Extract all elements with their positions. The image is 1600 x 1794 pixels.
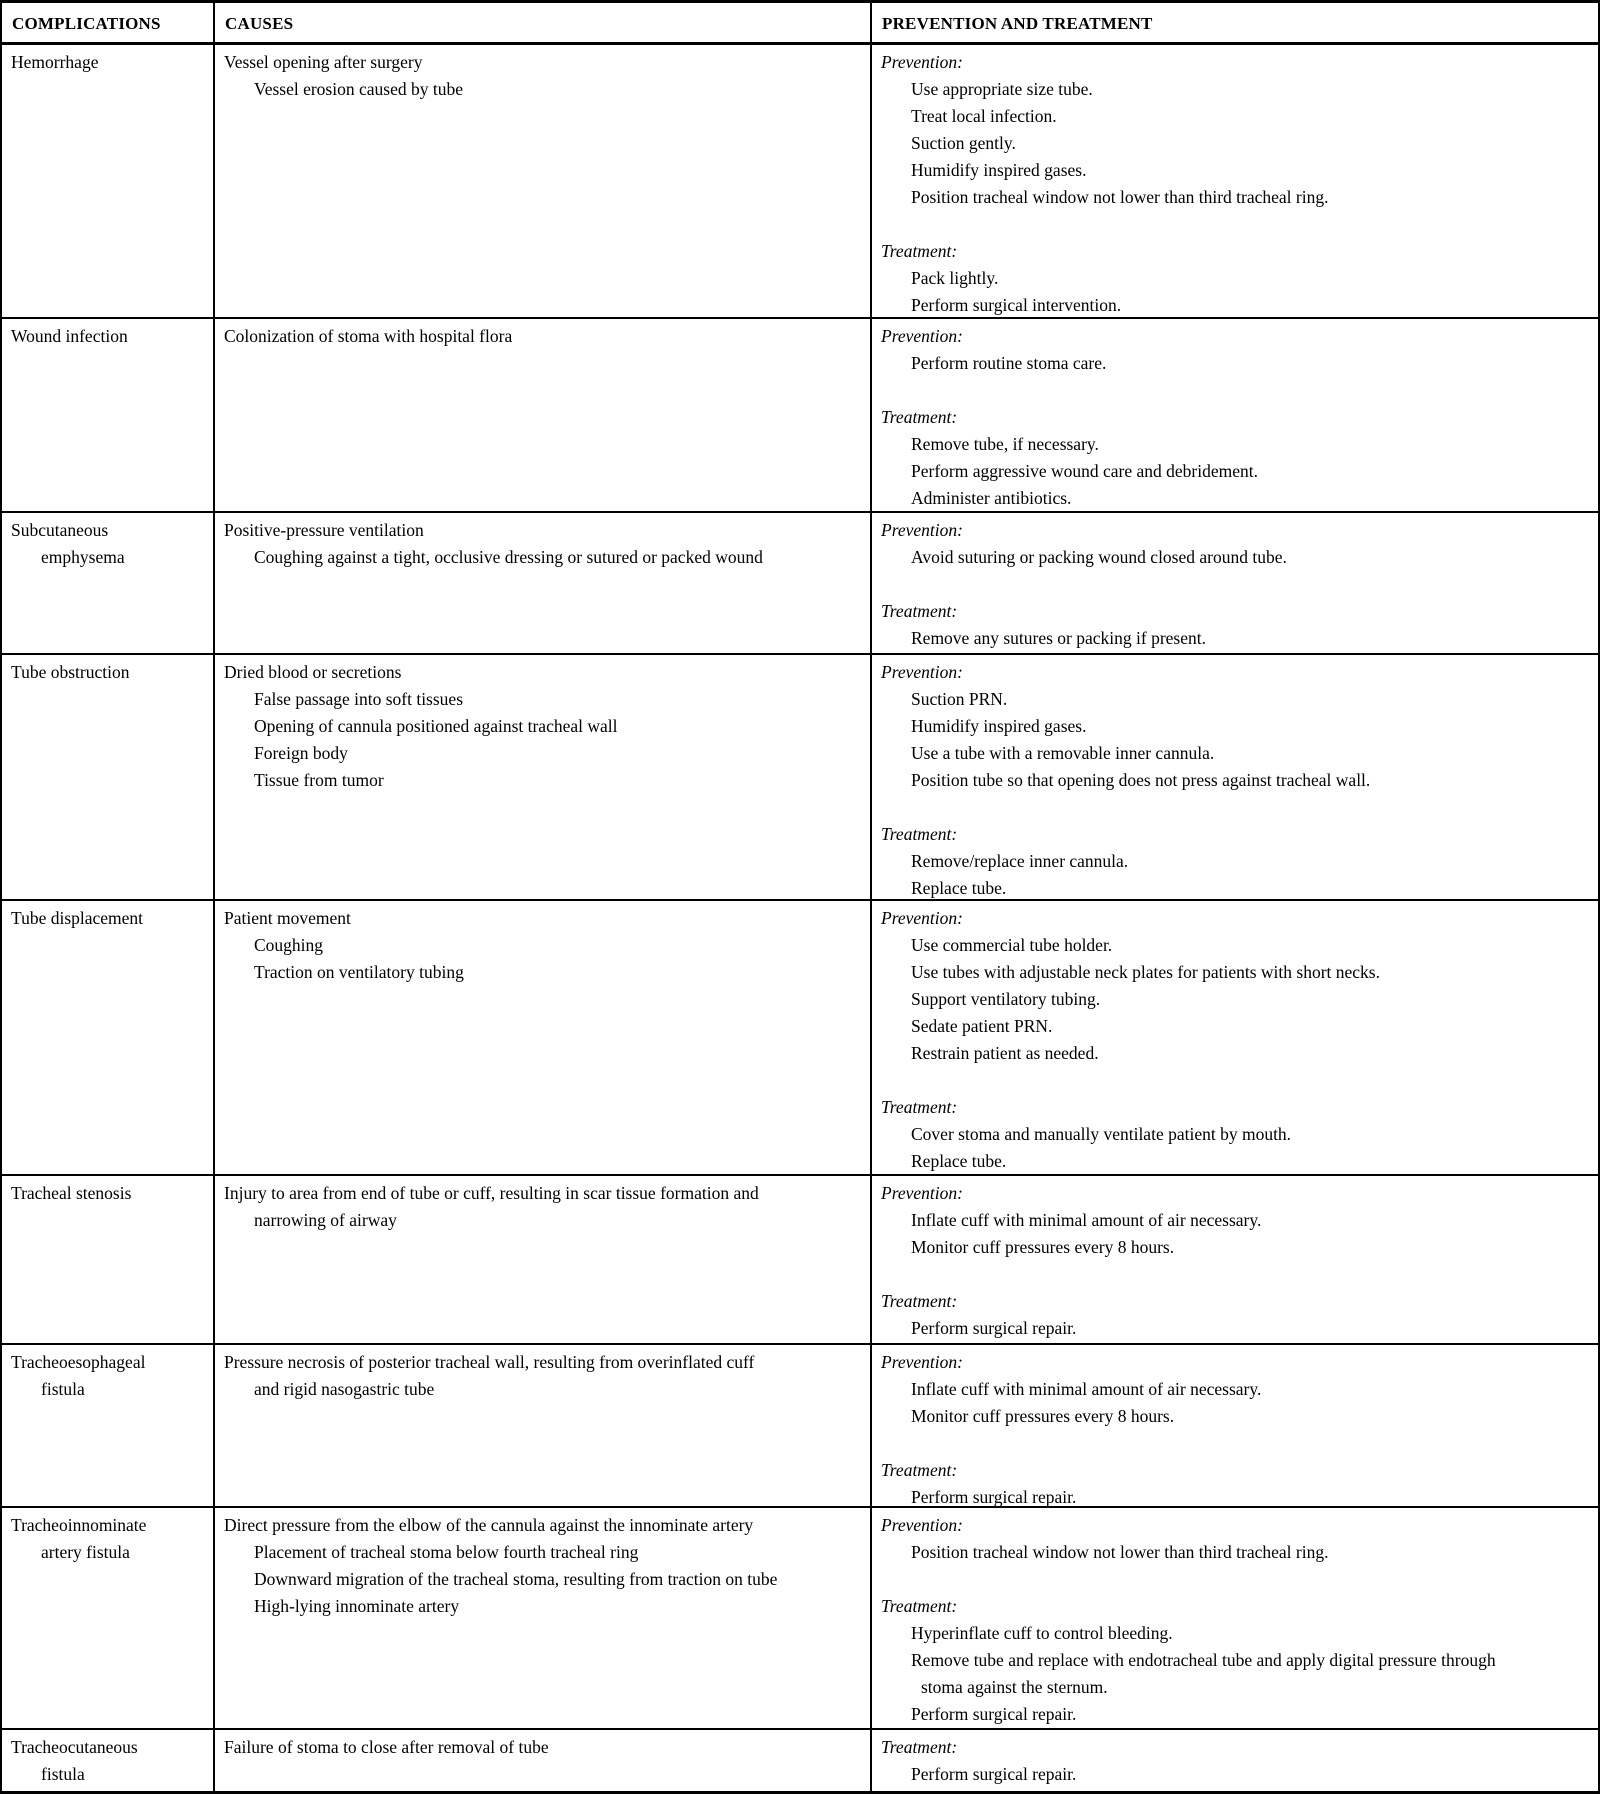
- causes-cell: [215, 1508, 872, 1728]
- pt-item-line: Suction gently.: [911, 133, 1016, 153]
- pt-item-line: Remove any sutures or packing if present.: [911, 628, 1206, 648]
- section-label: Treatment:: [881, 241, 958, 261]
- pt-item-line: Cover stoma and manually ventilate patient by mouth.: [911, 1124, 1292, 1144]
- complication-name-line: Tube obstruction: [11, 662, 130, 682]
- complication-name-line: Subcutaneous: [11, 520, 109, 540]
- pt-item-line: Suction PRN.: [911, 689, 1008, 709]
- pt-item-line: Use appropriate size tube.: [911, 79, 1093, 99]
- pt-section: [881, 238, 1589, 317]
- section-label: Prevention:: [881, 908, 963, 928]
- section-label: Prevention:: [881, 1352, 963, 1372]
- section-label: Prevention:: [881, 520, 963, 540]
- header-prevention-and-treatment: PREVENTION AND TREATMENT: [882, 14, 1153, 33]
- causes-cell: [215, 1730, 872, 1791]
- causes-cell: [215, 1176, 872, 1343]
- causes-cell: [215, 901, 872, 1174]
- section-label: Prevention:: [881, 1183, 963, 1203]
- pt-section: [881, 821, 1589, 899]
- pt-section: [881, 1288, 1589, 1342]
- pt-section: [881, 905, 1589, 1067]
- pt-item-line: Position tracheal window not lower than third tracheal ring.: [911, 1542, 1329, 1562]
- pt-item-line: Hyperinflate cuff to control bleeding.: [911, 1623, 1173, 1643]
- cause-line: Coughing against a tight, occlusive dressing or sutured or packed wound: [254, 547, 763, 567]
- complication-cell: [2, 1345, 215, 1506]
- prevention-treatment-cell: [872, 319, 1598, 511]
- cause-line: Vessel erosion caused by tube: [254, 79, 463, 99]
- prevention-treatment-cell: [872, 45, 1598, 317]
- table-row: [2, 513, 1598, 655]
- table-row: [2, 1730, 1598, 1791]
- complication-cell: [2, 1730, 215, 1791]
- causes-cell: [215, 513, 872, 653]
- section-label: Treatment:: [881, 1596, 958, 1616]
- header-complications: COMPLICATIONS: [2, 3, 215, 42]
- table-row: [2, 655, 1598, 901]
- complication-name-line: Wound infection: [11, 326, 128, 346]
- complication-name-line: Tracheoinnominate: [11, 1515, 147, 1535]
- cause-line: Patient movement: [224, 908, 351, 928]
- pt-item-line: Humidify inspired gases.: [911, 716, 1087, 736]
- pt-item-line: Inflate cuff with minimal amount of air necessary.: [911, 1379, 1262, 1399]
- prevention-treatment-cell: [872, 513, 1598, 653]
- pt-item-line: Perform surgical repair.: [911, 1764, 1077, 1784]
- cause-line: Vessel opening after surgery: [224, 52, 423, 72]
- cause-line: Coughing: [254, 935, 324, 955]
- pt-section: [881, 49, 1589, 211]
- causes-cell: [215, 319, 872, 511]
- section-label: Prevention:: [881, 662, 963, 682]
- pt-item-line: Perform surgical repair.: [911, 1318, 1077, 1338]
- pt-item-line: Perform surgical intervention.: [911, 295, 1122, 315]
- header-causes: CAUSES: [215, 3, 872, 42]
- pt-item-line: Position tube so that opening does not press against tracheal wall.: [911, 770, 1371, 790]
- pt-item-line: Use tubes with adjustable neck plates for patients with short necks.: [911, 962, 1380, 982]
- section-label: Treatment:: [881, 1097, 958, 1117]
- section-label: Treatment:: [881, 1737, 958, 1757]
- pt-section: [881, 517, 1589, 571]
- prevention-treatment-cell: [872, 901, 1598, 1174]
- section-label: Treatment:: [881, 407, 958, 427]
- section-label: Prevention:: [881, 326, 963, 346]
- pt-item-line: Perform routine stoma care.: [911, 353, 1107, 373]
- cause-line: Traction on ventilatory tubing: [254, 962, 464, 982]
- pt-section: [881, 404, 1589, 511]
- pt-section: [881, 598, 1589, 652]
- complication-name-line: Tracheocutaneous: [11, 1737, 138, 1757]
- complication-cell: [2, 513, 215, 653]
- cause-line: Colonization of stoma with hospital flora: [224, 326, 513, 346]
- causes-cell: [215, 655, 872, 899]
- cause-line: Pressure necrosis of posterior tracheal wall, resulting from overinflated cuff: [224, 1352, 755, 1372]
- complication-cell: [2, 319, 215, 511]
- complication-name-line: Tracheoesophageal: [11, 1352, 146, 1372]
- causes-cell: [215, 45, 872, 317]
- pt-item-line: Monitor cuff pressures every 8 hours.: [911, 1406, 1175, 1426]
- cause-line: narrowing of airway: [254, 1210, 397, 1230]
- cause-line: Failure of stoma to close after removal of tube: [224, 1737, 549, 1757]
- pt-item-line: Avoid suturing or packing wound closed around tube.: [911, 547, 1287, 567]
- table-row: [2, 319, 1598, 513]
- complication-cell: [2, 1508, 215, 1728]
- pt-item-line: Use commercial tube holder.: [911, 935, 1113, 955]
- pt-section: [881, 1457, 1589, 1506]
- pt-section: [881, 1180, 1589, 1261]
- pt-item-line: Replace tube.: [911, 1151, 1007, 1171]
- table-row: [2, 1345, 1598, 1508]
- pt-item-line: Perform surgical repair.: [911, 1487, 1077, 1506]
- complication-name-line: Hemorrhage: [11, 52, 99, 72]
- section-label: Prevention:: [881, 1515, 963, 1535]
- pt-section: [881, 323, 1589, 377]
- cause-line: Placement of tracheal stoma below fourth tracheal ring: [254, 1542, 639, 1562]
- complication-name-line: Tracheal stenosis: [11, 1183, 132, 1203]
- pt-item-line: Restrain patient as needed.: [911, 1043, 1099, 1063]
- complication-name-line: fistula: [41, 1764, 85, 1784]
- section-label: Treatment:: [881, 601, 958, 621]
- table-row: [2, 1508, 1598, 1730]
- complication-name-line: Tube displacement: [11, 908, 144, 928]
- pt-item-line: Perform aggressive wound care and debridement.: [911, 461, 1258, 481]
- pt-section: [881, 1349, 1589, 1430]
- pt-section: [881, 1094, 1589, 1174]
- complication-name-line: artery fistula: [41, 1542, 130, 1562]
- cause-line: Foreign body: [254, 743, 348, 763]
- pt-item-line: Perform surgical repair.: [911, 1704, 1077, 1724]
- causes-cell: [215, 1345, 872, 1506]
- pt-item-line: Replace tube.: [911, 878, 1007, 898]
- cause-line: Tissue from tumor: [254, 770, 384, 790]
- complication-name-line: emphysema: [41, 547, 125, 567]
- complication-cell: [2, 45, 215, 317]
- pt-item-line: Inflate cuff with minimal amount of air necessary.: [911, 1210, 1262, 1230]
- pt-item-line: Use a tube with a removable inner cannula.: [911, 743, 1215, 763]
- complication-cell: [2, 1176, 215, 1343]
- prevention-treatment-cell: [872, 1176, 1598, 1343]
- cause-line: False passage into soft tissues: [254, 689, 464, 709]
- pt-item-line: Sedate patient PRN.: [911, 1016, 1053, 1036]
- cause-line: Positive-pressure ventilation: [224, 520, 424, 540]
- complication-cell: [2, 655, 215, 899]
- complication-name-line: fistula: [41, 1379, 85, 1399]
- section-label: Prevention:: [881, 52, 963, 72]
- pt-item-line: Support ventilatory tubing.: [911, 989, 1101, 1009]
- cause-line: Injury to area from end of tube or cuff, resulting in scar tissue formation and: [224, 1183, 759, 1203]
- section-label: Treatment:: [881, 1460, 958, 1480]
- pt-item-line: Humidify inspired gases.: [911, 160, 1087, 180]
- prevention-treatment-cell: [872, 1730, 1598, 1791]
- table-row: [2, 45, 1598, 319]
- complication-cell: [2, 901, 215, 1174]
- pt-item-line: Monitor cuff pressures every 8 hours.: [911, 1237, 1175, 1257]
- table-header: [2, 3, 1598, 45]
- pt-section: [881, 1512, 1589, 1566]
- prevention-treatment-cell: [872, 1345, 1598, 1506]
- pt-section: [881, 1734, 1589, 1788]
- pt-item-line: Remove/replace inner cannula.: [911, 851, 1129, 871]
- pt-item-line: Remove tube and replace with endotracheal tube and apply digital pressure through: [911, 1650, 1496, 1670]
- cause-line: Direct pressure from the elbow of the cannula against the innominate artery: [224, 1515, 754, 1535]
- table-row: [2, 901, 1598, 1176]
- cause-line: Downward migration of the tracheal stoma, resulting from traction on tube: [254, 1569, 778, 1589]
- table-row: [2, 1176, 1598, 1345]
- cause-line: Dried blood or secretions: [224, 662, 402, 682]
- pt-item-line: Remove tube, if necessary.: [911, 434, 1099, 454]
- section-label: Treatment:: [881, 1291, 958, 1311]
- table-body: [2, 45, 1598, 1791]
- pt-item-line: Administer antibiotics.: [911, 488, 1072, 508]
- pt-section: [881, 1593, 1589, 1728]
- pt-item-line: Pack lightly.: [911, 268, 999, 288]
- section-label: Treatment:: [881, 824, 958, 844]
- cause-line: Opening of cannula positioned against tracheal wall: [254, 716, 618, 736]
- pt-section: [881, 659, 1589, 794]
- pt-item-line: stoma against the sternum.: [921, 1677, 1108, 1697]
- prevention-treatment-cell: [872, 1508, 1598, 1728]
- prevention-treatment-cell: [872, 655, 1598, 899]
- pt-item-line: Treat local infection.: [911, 106, 1057, 126]
- pt-item-line: Position tracheal window not lower than third tracheal ring.: [911, 187, 1329, 207]
- cause-line: and rigid nasogastric tube: [254, 1379, 435, 1399]
- cause-line: High-lying innominate artery: [254, 1596, 460, 1616]
